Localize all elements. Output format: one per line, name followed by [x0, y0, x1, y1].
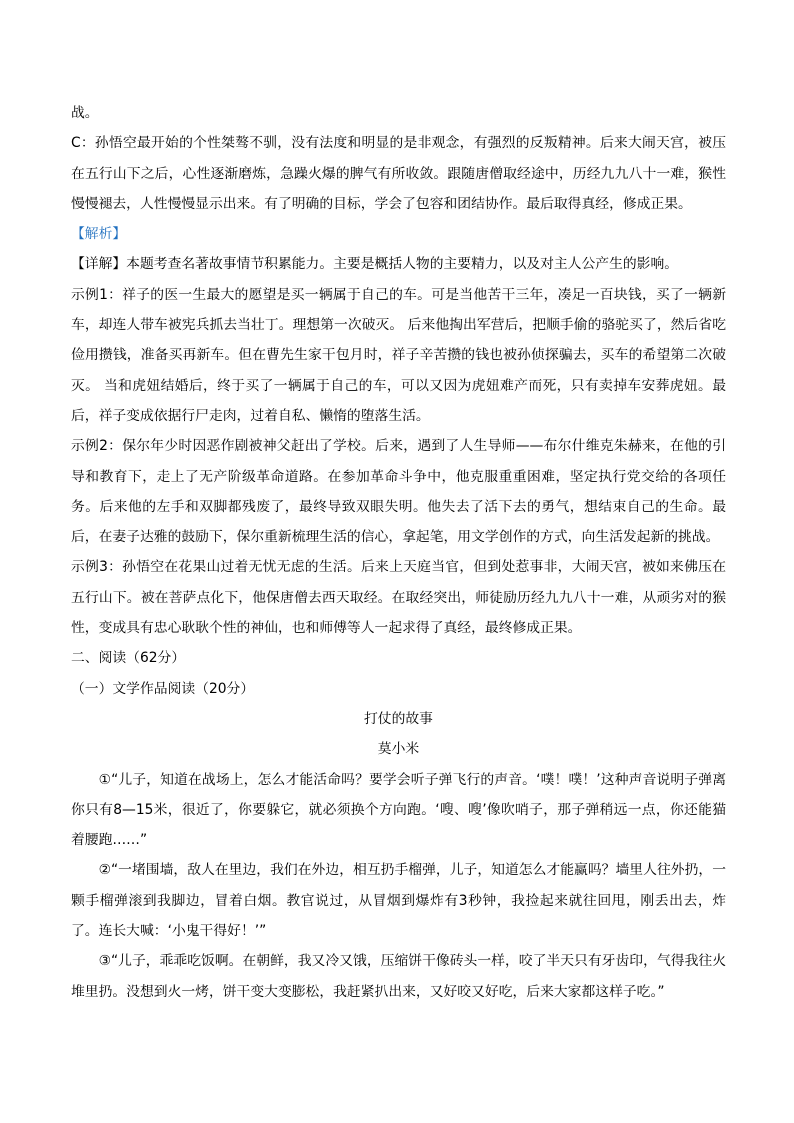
- answer-tail: 战。: [71, 105, 99, 121]
- story-author: 莫小米: [377, 741, 420, 758]
- example-1-paragraph: 示例1：祥子的医一生最大的愿望是买一辆属于自己的车。可是当他苦干三年，凑足一百块钱，买了一辆新车，却连人带车被宪兵抓去当壮丁。理想第一次破灭。 后来他掏出军营后，把顺手偷的骆驼买了，然后省吃俭用攒钱，准备买再新车。但在曹先生家干包月时，祥子辛苦攒的钱也被孙侦探骗去，买车的希望第二次破灭。 当和虎妞结婚后，终于买了一辆属于自己的车，可以又因为虎妞难产而死，只有卖掉车安葬虎妞。最后，祥子变成依据行尸走肉，过着自私、懒惰的堕落生活。: [71, 286, 726, 424]
- subsection-heading-literary: （一）文学作品阅读（20分）: [71, 680, 255, 697]
- detail-paragraph: 【详解】本题考查名著故事情节积累能力。主要是概括人物的主要精力，以及对主人公产生的影响。: [71, 256, 679, 273]
- story-title: 打仗的故事: [364, 710, 433, 727]
- story-paragraph-2: ②“一堵围墙，敌人在里边，我们在外边，相互扔手榴弹，儿子，知道怎么才能赢吗？墙里人往外扔，一颗手榴弹滚到我脚边，冒着白烟。教官说过，从冒烟到爆炸有3秒钟，我捡起来就往回甩，刚丢出去，炸了。连长大喊：‘小鬼干得好！’”: [71, 862, 726, 940]
- story-paragraph-1: ①“儿子，知道在战场上，怎么才能活命吗？要学会听子弹飞行的声音。‘噗！噗！’这种声音说明子弹离你只有8—15米，很近了，你要躲它，就必须换个方向跑。‘嗖、嗖’像吹哨子，那子弹稍远一点，你还能猫着腰跑……”: [71, 771, 726, 849]
- example-2-paragraph: 示例2：保尔年少时因恶作剧被神父赶出了学校。后来，遇到了人生导师——布尔什维克朱赫来，在他的引导和教育下，走上了无产阶级革命道路。在参加革命斗争中，他克服重重困难，坚定执行党交给的各项任务。后来他的左手和双脚都残废了，最终导致双眼失明。他失去了活下去的勇气，想结束自己的生命。最后，在妻子达雅的鼓励下，保尔重新梳理生活的信心，拿起笔，用文学创作的方式，向生活发起新的挑战。: [71, 438, 726, 546]
- answer-c-paragraph: C：孙悟空最开始的个性桀骜不驯，没有法度和明显的是非观念，有强烈的反叛精神。后来大闹天宫，被压在五行山下之后，心性逐渐磨炼，急躁火爆的脾气有所收敛。跟随唐僧取经途中，历经九九八十一难，猴性慢慢褪去，人性慢慢显示出来。有了明确的目标，学会了包容和团结协作。最后取得真经，修成正果。: [71, 135, 726, 212]
- document-page: [71, 98, 726, 1007]
- story-paragraph-3: ③“儿子，乖乖吃饭啊。在朝鲜，我又冷又饿，压缩饼干像砖头一样，咬了半天只有牙齿印，气得我往火堆里扔。没想到火一烤，饼干变大变膨松，我赶紧扒出来，又好咬又好吃，后来大家都这样子吃。”: [71, 953, 726, 1000]
- analysis-label: 【解析】: [71, 226, 127, 243]
- example-3-paragraph: 示例3：孙悟空在花果山过着无忧无虑的生活。后来上天庭当官，但到处惹事非，大闹天宫，被如来佛压在五行山下。被在菩萨点化下，他保唐僧去西天取经。在取经突出，师徒励历经九九八十一难，从顽劣对的猴性，变成具有忠心耿耿个性的神仙，也和师傅等人一起求得了真经，最终修成正果。: [71, 559, 726, 637]
- section-heading-reading: 二、阅读（62分）: [71, 650, 186, 667]
